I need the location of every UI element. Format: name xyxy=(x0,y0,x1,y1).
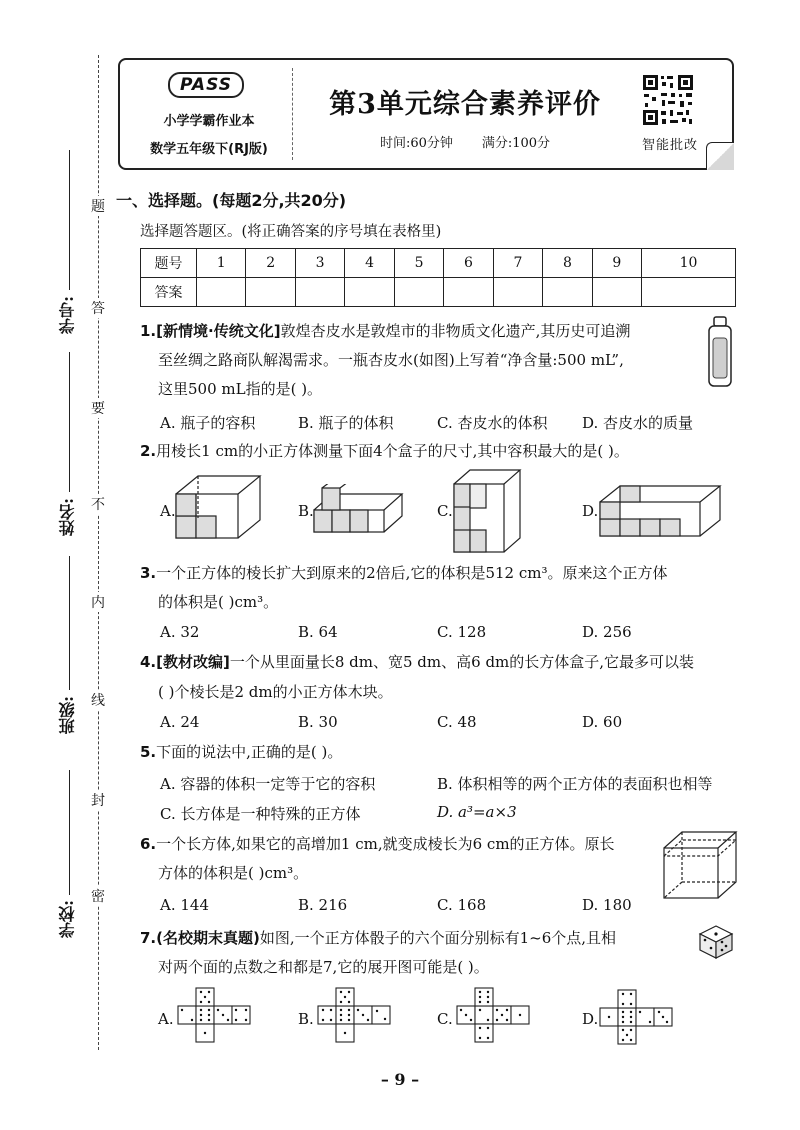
box-d-icon xyxy=(598,484,722,538)
section-instruction: 选择题答题区。(将正确答案的序号填在表格里) xyxy=(140,224,442,240)
question-number-cell: 9 xyxy=(592,249,641,278)
question-text: 下面的说法中,正确的是( )。 xyxy=(156,743,343,761)
option-c[interactable]: C. 168 xyxy=(437,896,487,914)
option-a[interactable]: A. 144 xyxy=(160,896,209,914)
answer-cell[interactable] xyxy=(295,278,344,307)
question-text: 用棱长1 cm的小正方体测量下面4个盒子的尺寸,其中容积最大的是( )。 xyxy=(156,442,629,460)
option-c[interactable]: C. xyxy=(437,1010,453,1028)
option-a[interactable]: A. 瓶子的容积 xyxy=(160,414,256,432)
seal-char: 密 xyxy=(86,886,110,906)
question-number: 6. xyxy=(140,835,157,853)
option-b[interactable]: B. xyxy=(298,1010,314,1028)
dice-net-b-icon xyxy=(316,986,396,1046)
name-line[interactable] xyxy=(69,352,70,492)
question-number: 4. xyxy=(140,653,157,671)
answer-cell[interactable] xyxy=(493,278,542,307)
answer-cell[interactable] xyxy=(246,278,295,307)
seal-char: 线 xyxy=(86,690,110,710)
book-edition: 数学五年级下(RJ版) xyxy=(150,142,268,157)
option-d[interactable]: D. 60 xyxy=(582,713,623,731)
pass-logo: PASS xyxy=(168,72,244,98)
bottle-icon xyxy=(706,316,734,388)
question-1-line3: 这里500 mL指的是( )。 xyxy=(158,380,323,398)
table-row xyxy=(141,278,736,307)
question-7 xyxy=(140,929,616,947)
answer-cell[interactable] xyxy=(394,278,443,307)
qr-code-icon[interactable] xyxy=(642,74,694,126)
time-limit: 时间:60分钟 xyxy=(379,136,453,151)
header-banner xyxy=(118,58,734,170)
option-d[interactable]: D. a³=a×3 xyxy=(437,803,517,821)
question-text: 一个正方体的棱长扩大到原来的2倍后,它的体积是512 cm³。原来这个正方体 xyxy=(156,564,668,582)
option-d[interactable]: D. 256 xyxy=(582,623,632,641)
question-number-cell: 8 xyxy=(543,249,592,278)
question-1-line2: 至丝绸之路商队解渴需求。一瓶杏皮水(如图)上写着“净含量:500 mL”, xyxy=(158,351,624,369)
question-number-cell: 6 xyxy=(444,249,493,278)
smart-grading-label: 智能批改 xyxy=(641,138,698,153)
header-divider xyxy=(292,68,293,160)
box-a-icon xyxy=(174,474,262,540)
seal-char: 不 xyxy=(86,494,110,514)
option-c[interactable]: C. 杏皮水的体积 xyxy=(437,414,548,432)
question-text: 敦煌杏皮水是敦煌市的非物质文化遗产,其历史可追溯 xyxy=(280,322,631,340)
question-number-cell: 10 xyxy=(642,249,736,278)
class-label: 班级: xyxy=(58,696,77,734)
option-c[interactable]: C. 长方体是一种特殊的正方体 xyxy=(160,805,361,823)
option-d[interactable]: D. xyxy=(582,502,599,520)
question-6 xyxy=(140,835,615,853)
page-fold-corner xyxy=(706,142,734,170)
page-title: 第3单元综合素养评价 xyxy=(329,89,601,120)
question-1 xyxy=(140,322,630,340)
option-a[interactable]: A. xyxy=(160,502,176,520)
question-number: 2. xyxy=(140,442,157,460)
answer-cell[interactable] xyxy=(543,278,592,307)
dice-net-d-icon xyxy=(598,986,682,1052)
table-row xyxy=(141,249,736,278)
question-number-cell: 7 xyxy=(493,249,542,278)
option-c[interactable]: C. 48 xyxy=(437,713,477,731)
seal-char: 答 xyxy=(86,298,110,318)
question-text: 一个长方体,如果它的高增加1 cm,就变成棱长为6 cm的正方体。原长 xyxy=(156,835,615,853)
question-tag: [教材改编] xyxy=(156,653,230,671)
option-a[interactable]: A. xyxy=(158,1010,174,1028)
table-header-cell: 题号 xyxy=(141,249,197,278)
answer-cell[interactable] xyxy=(642,278,736,307)
seal-char: 题 xyxy=(86,196,110,216)
answer-table xyxy=(140,248,736,307)
school-label: 学校: xyxy=(58,900,77,938)
name-label: 姓名: xyxy=(58,498,77,536)
box-c-icon xyxy=(452,468,522,554)
question-number: 5. xyxy=(140,743,157,761)
option-a[interactable]: A. 32 xyxy=(160,623,200,641)
question-4-line2: ( )个棱长是2 dm的小正方体木块。 xyxy=(158,683,393,701)
dice-net-a-icon xyxy=(176,986,256,1046)
question-tag: [新情境·传统文化] xyxy=(156,322,281,340)
table-header-cell: 答案 xyxy=(141,278,197,307)
question-3 xyxy=(140,564,668,582)
question-number-cell: 1 xyxy=(197,249,246,278)
cuboid-figure-icon xyxy=(662,830,738,900)
class-line[interactable] xyxy=(69,556,70,690)
question-6-line2: 方体的体积是( )cm³。 xyxy=(158,864,309,882)
option-a[interactable]: A. 24 xyxy=(160,713,200,731)
option-b[interactable]: B. 64 xyxy=(298,623,338,641)
seal-char: 封 xyxy=(86,790,110,810)
question-5 xyxy=(140,743,342,761)
brand-name: 小学学霸作业本 xyxy=(163,114,255,129)
question-3-line2: 的体积是( )cm³。 xyxy=(158,593,279,611)
page-number: – 9 – xyxy=(380,1070,420,1089)
option-d[interactable]: D. 180 xyxy=(582,896,632,914)
exam-info xyxy=(310,132,620,151)
question-text: 一个从里面量长8 dm、宽5 dm、高6 dm的长方体盒子,它最多可以装 xyxy=(229,653,695,671)
question-number-cell: 5 xyxy=(394,249,443,278)
question-number: 3. xyxy=(140,564,157,582)
question-text: 如图,一个正方体骰子的六个面分别标有1~6个点,且相 xyxy=(259,929,617,947)
binding-strip xyxy=(0,0,110,1130)
full-score: 满分:100分 xyxy=(481,136,551,151)
dice-net-c-icon xyxy=(455,986,535,1046)
student-id-line[interactable] xyxy=(69,150,70,290)
option-c[interactable]: C. xyxy=(437,502,453,520)
question-tag: (名校期末真题) xyxy=(156,929,260,947)
question-7-line2: 对两个面的点数之和都是7,它的展开图可能是( )。 xyxy=(158,958,489,976)
option-d[interactable]: D. 杏皮水的质量 xyxy=(582,414,694,432)
answer-cell[interactable] xyxy=(197,278,246,307)
option-a[interactable]: A. 容器的体积一定等于它的容积 xyxy=(160,775,376,793)
seal-char: 内 xyxy=(86,592,110,612)
question-number-cell: 4 xyxy=(345,249,394,278)
question-number: 1. xyxy=(140,322,157,340)
answer-cell[interactable] xyxy=(592,278,641,307)
section-title: 一、选择题。(每题2分,共20分) xyxy=(116,191,347,210)
option-b[interactable]: B. 瓶子的体积 xyxy=(298,414,394,432)
answer-cell[interactable] xyxy=(345,278,394,307)
option-b[interactable]: B. xyxy=(298,502,314,520)
question-number: 7. xyxy=(140,929,157,947)
question-2 xyxy=(140,442,629,460)
answer-cell[interactable] xyxy=(444,278,493,307)
question-number-cell: 3 xyxy=(295,249,344,278)
option-d[interactable]: D. xyxy=(582,1010,599,1028)
dice-icon xyxy=(696,922,736,960)
school-line[interactable] xyxy=(69,770,70,895)
seal-char: 要 xyxy=(86,398,110,418)
option-b[interactable]: B. 体积相等的两个正方体的表面积也相等 xyxy=(437,775,713,793)
option-b[interactable]: B. 30 xyxy=(298,713,338,731)
option-c[interactable]: C. 128 xyxy=(437,623,487,641)
option-b[interactable]: B. 216 xyxy=(298,896,348,914)
box-b-icon xyxy=(312,484,404,534)
question-4 xyxy=(140,653,694,671)
student-id-label: 学号: xyxy=(58,296,77,334)
question-number-cell: 2 xyxy=(246,249,295,278)
